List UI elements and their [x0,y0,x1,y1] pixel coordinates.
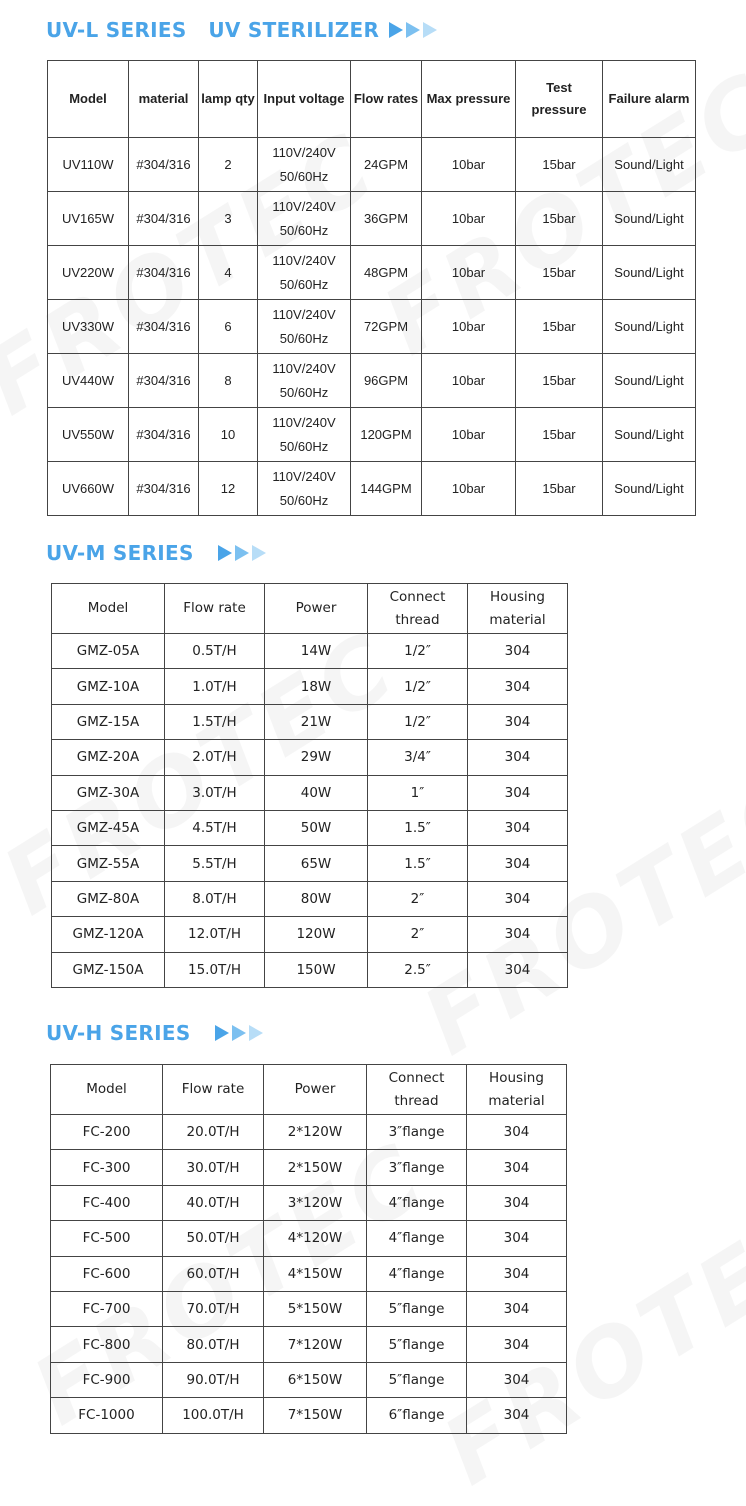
table-cell: UV550W [48,408,129,462]
table-cell: 15bar [516,300,603,354]
table-cell: 1.5″ [368,810,468,845]
cell-line: material [489,611,546,628]
cell-line: Connect [389,588,446,605]
table-cell: 3/4″ [368,740,468,775]
cell-line: 110V/240V [272,144,336,160]
table-cell: 10bar [422,300,516,354]
triple-play-arrow-icon [389,22,440,38]
table-cell: 96GPM [351,354,422,408]
table-cell: 0.5T/H [165,634,265,669]
column-header: lamp qty [199,61,258,138]
triple-play-arrow-icon [215,1025,266,1041]
table-cell: 60.0T/H [163,1256,264,1291]
table-cell: FC-900 [51,1362,163,1397]
table-cell: 15bar [516,138,603,192]
column-header: Flow rates [351,61,422,138]
table-cell: 80W [265,881,368,916]
table-cell: FC-800 [51,1327,163,1362]
table-cell: #304/316 [129,246,199,300]
table-cell: 304 [467,1291,567,1326]
table-cell: 2″ [368,917,468,952]
column-header: Power [265,584,368,634]
table-cell: GMZ-150A [52,952,165,987]
table-row [51,1362,567,1397]
triple-play-arrow-icon [218,545,269,561]
uvl-section-title [46,18,440,42]
table-cell [258,192,351,246]
cell-line: thread [395,611,440,628]
table-cell: FC-400 [51,1185,163,1220]
table-row [52,704,568,739]
table-cell: GMZ-45A [52,810,165,845]
table-cell: 15bar [516,246,603,300]
table-row [52,952,568,987]
table-cell: 8.0T/H [165,881,265,916]
table-cell: 304 [467,1115,567,1150]
uvl-title-text: UV-L SERIES UV STERILIZER [46,18,380,42]
table-cell: 304 [467,1398,567,1433]
table-cell: UV220W [48,246,129,300]
table-cell: 10bar [422,246,516,300]
column-header: Max pressure [422,61,516,138]
table-cell [258,246,351,300]
table-cell: FC-200 [51,1115,163,1150]
table-cell: GMZ-80A [52,881,165,916]
table-cell: UV440W [48,354,129,408]
table-cell: 304 [468,669,568,704]
table-row [48,300,696,354]
table-cell: GMZ-20A [52,740,165,775]
table-cell: FC-1000 [51,1398,163,1433]
table-row [52,669,568,704]
table-cell: 304 [468,917,568,952]
table-cell: 2.0T/H [165,740,265,775]
table-cell: Sound/Light [603,462,696,516]
table-cell: 3 [199,192,258,246]
table-row [48,408,696,462]
table-cell: 304 [467,1185,567,1220]
cell-line: 110V/240V [272,468,336,484]
table-row [48,138,696,192]
table-cell: UV165W [48,192,129,246]
uvm-section-title [46,541,269,565]
table-cell: 2″ [368,881,468,916]
table-cell: 100.0T/H [163,1398,264,1433]
table-cell: 304 [467,1256,567,1291]
column-header [468,584,568,634]
table-cell: 3″flange [367,1150,467,1185]
table-cell: 5*150W [264,1291,367,1326]
table-row [51,1150,567,1185]
table-cell: UV330W [48,300,129,354]
table-cell [258,408,351,462]
table-cell: 80.0T/H [163,1327,264,1362]
table-cell: #304/316 [129,192,199,246]
table-row [51,1256,567,1291]
table-cell: 1″ [368,775,468,810]
table-cell: #304/316 [129,300,199,354]
table-cell: 36GPM [351,192,422,246]
table-cell: 21W [265,704,368,739]
table-cell: 304 [468,952,568,987]
table-cell: 5″flange [367,1362,467,1397]
table-cell: 304 [468,881,568,916]
table-cell: 5″flange [367,1291,467,1326]
table-cell: 304 [467,1362,567,1397]
table-cell: 2*120W [264,1115,367,1150]
table-row [52,634,568,669]
column-header: Model [48,61,129,138]
table-cell: 50.0T/H [163,1221,264,1256]
table-cell [258,138,351,192]
table-row [51,1115,567,1150]
table-cell: 304 [468,704,568,739]
table-cell: UV660W [48,462,129,516]
table-cell: 2 [199,138,258,192]
table-cell: 29W [265,740,368,775]
table-cell: 4 [199,246,258,300]
table-cell: 2*150W [264,1150,367,1185]
cell-line: 110V/240V [272,414,336,430]
table-cell: 1.5T/H [165,704,265,739]
table-cell: 144GPM [351,462,422,516]
cell-line: 50/60Hz [279,222,329,238]
table-cell: GMZ-30A [52,775,165,810]
table-cell: 3″flange [367,1115,467,1150]
table-cell [258,354,351,408]
uvm-spec-table [51,583,568,988]
table-cell: 4*120W [264,1221,367,1256]
column-header [368,584,468,634]
table-cell: 40.0T/H [163,1185,264,1220]
table-cell: 48GPM [351,246,422,300]
table-cell: 120W [265,917,368,952]
cell-line: Test [546,80,572,95]
table-cell: 12 [199,462,258,516]
table-cell: 4.5T/H [165,810,265,845]
table-cell: 10bar [422,192,516,246]
table-cell: 4*150W [264,1256,367,1291]
table-row [51,1185,567,1220]
table-cell: 304 [467,1150,567,1185]
cell-line: Housing [489,1069,544,1086]
table-row [52,917,568,952]
table-row [52,740,568,775]
table-cell: Sound/Light [603,354,696,408]
table-cell: 65W [265,846,368,881]
table-cell: 304 [468,634,568,669]
uvh-spec-table [50,1064,567,1434]
cell-line: Connect [388,1069,445,1086]
table-cell [258,300,351,354]
table-cell: 8 [199,354,258,408]
table-cell: 12.0T/H [165,917,265,952]
table-cell: 15bar [516,192,603,246]
table-cell: 7*150W [264,1398,367,1433]
table-cell: 15bar [516,408,603,462]
table-cell: 3.0T/H [165,775,265,810]
cell-line: 50/60Hz [279,438,329,454]
table-cell: 304 [468,810,568,845]
table-cell: FC-600 [51,1256,163,1291]
column-header [516,61,603,138]
table-cell: 3*120W [264,1185,367,1220]
table-cell: 10bar [422,138,516,192]
table-cell: 1/2″ [368,704,468,739]
table-cell: 304 [468,846,568,881]
table-row [51,1221,567,1256]
table-cell: 4″flange [367,1221,467,1256]
cell-line: 50/60Hz [279,168,329,184]
table-cell: 20.0T/H [163,1115,264,1150]
table-cell: #304/316 [129,354,199,408]
column-header [367,1065,467,1115]
uvm-title-text: UV-M SERIES [46,541,194,565]
table-cell: 10bar [422,354,516,408]
table-cell: 15.0T/H [165,952,265,987]
table-cell: 72GPM [351,300,422,354]
table-header-row [51,1065,567,1115]
column-header: Failure alarm [603,61,696,138]
table-cell: 24GPM [351,138,422,192]
table-cell: 304 [467,1327,567,1362]
table-row [52,810,568,845]
table-cell: FC-500 [51,1221,163,1256]
uvh-section-title [46,1021,266,1045]
table-cell: 5″flange [367,1327,467,1362]
cell-line: thread [394,1092,439,1109]
table-row [52,846,568,881]
table-row [51,1398,567,1433]
cell-line: 110V/240V [272,360,336,376]
table-cell: #304/316 [129,408,199,462]
table-cell: 5.5T/H [165,846,265,881]
table-cell: 304 [468,740,568,775]
table-cell: 304 [468,775,568,810]
column-header: Input voltage [258,61,351,138]
table-cell [258,462,351,516]
table-cell: 1/2″ [368,669,468,704]
cell-line: Housing [490,588,545,605]
cell-line: pressure [531,102,587,117]
table-row [48,354,696,408]
table-cell: 120GPM [351,408,422,462]
table-cell: #304/316 [129,462,199,516]
table-header-row [48,61,696,138]
table-cell: FC-300 [51,1150,163,1185]
table-cell: 15bar [516,462,603,516]
table-cell: GMZ-55A [52,846,165,881]
column-header: Power [264,1065,367,1115]
column-header: Model [51,1065,163,1115]
column-header: Flow rate [163,1065,264,1115]
uvh-title-text: UV-H SERIES [46,1021,191,1045]
table-row [48,462,696,516]
table-cell: Sound/Light [603,408,696,462]
table-row [48,246,696,300]
table-cell: Sound/Light [603,300,696,354]
table-row [48,192,696,246]
table-cell: 90.0T/H [163,1362,264,1397]
table-cell: 2.5″ [368,952,468,987]
cell-line: 50/60Hz [279,276,329,292]
table-cell: Sound/Light [603,246,696,300]
table-cell: 4″flange [367,1185,467,1220]
table-cell: 10bar [422,462,516,516]
table-row [51,1291,567,1326]
table-cell: 10 [199,408,258,462]
column-header: material [129,61,199,138]
uvl-spec-table [47,60,696,516]
table-cell: 4″flange [367,1256,467,1291]
table-cell: UV110W [48,138,129,192]
table-cell: 6″flange [367,1398,467,1433]
table-cell: 304 [467,1221,567,1256]
table-cell: 70.0T/H [163,1291,264,1326]
table-cell: 14W [265,634,368,669]
table-cell: 7*120W [264,1327,367,1362]
table-cell: GMZ-120A [52,917,165,952]
table-cell: 10bar [422,408,516,462]
cell-line: 50/60Hz [279,384,329,400]
table-cell: FC-700 [51,1291,163,1326]
table-cell: GMZ-10A [52,669,165,704]
table-cell: 150W [265,952,368,987]
table-cell: 1.0T/H [165,669,265,704]
table-cell: GMZ-05A [52,634,165,669]
cell-line: 110V/240V [272,198,336,214]
table-cell: 6 [199,300,258,354]
table-cell: 18W [265,669,368,704]
table-cell: #304/316 [129,138,199,192]
cell-line: 110V/240V [272,306,336,322]
table-cell: 40W [265,775,368,810]
table-cell: Sound/Light [603,192,696,246]
table-cell: Sound/Light [603,138,696,192]
table-row [52,881,568,916]
cell-line: 110V/240V [272,252,336,268]
table-cell: 1.5″ [368,846,468,881]
table-cell: 30.0T/H [163,1150,264,1185]
table-cell: 6*150W [264,1362,367,1397]
cell-line: 50/60Hz [279,492,329,508]
column-header: Flow rate [165,584,265,634]
table-header-row [52,584,568,634]
table-cell: 15bar [516,354,603,408]
table-cell: 1/2″ [368,634,468,669]
cell-line: 50/60Hz [279,330,329,346]
table-cell: GMZ-15A [52,704,165,739]
table-cell: 50W [265,810,368,845]
table-row [52,775,568,810]
column-header: Model [52,584,165,634]
table-row [51,1327,567,1362]
column-header [467,1065,567,1115]
cell-line: material [488,1092,545,1109]
